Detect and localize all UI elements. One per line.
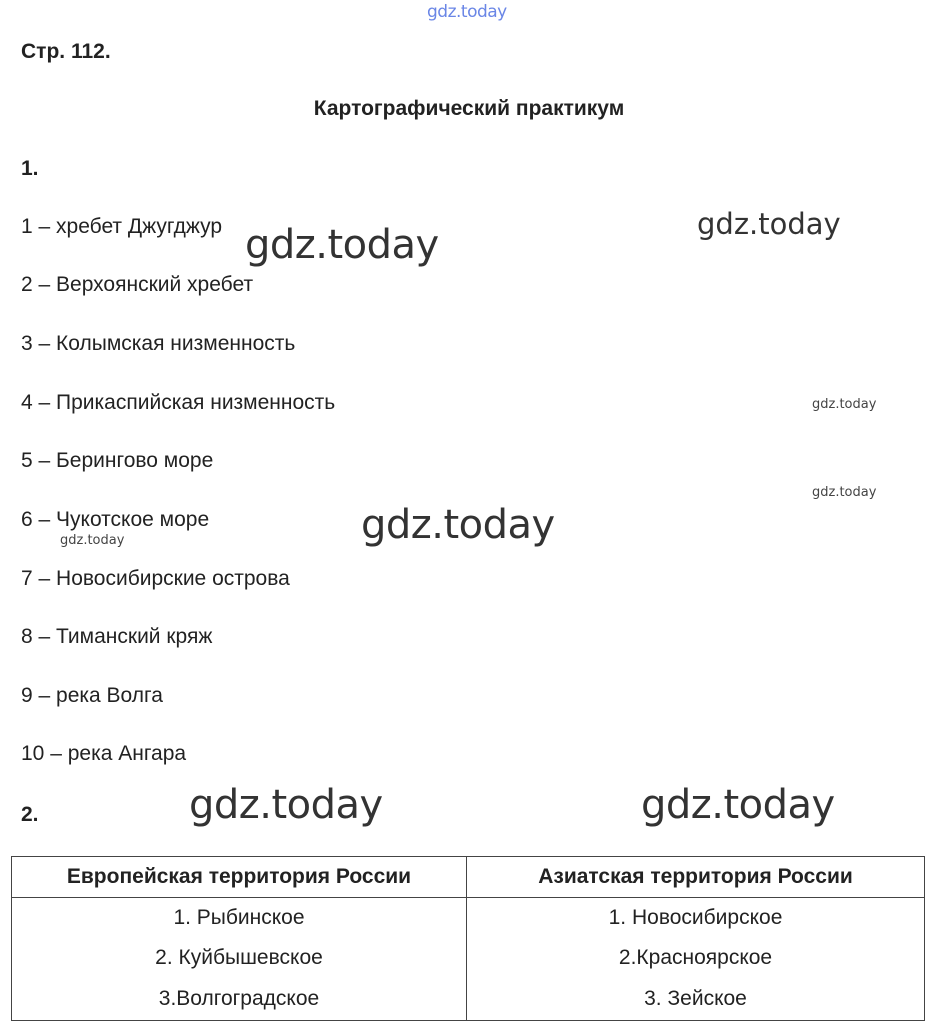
answer-item-9: 9 – река Волга bbox=[21, 684, 163, 707]
task-2-number: 2. bbox=[21, 803, 39, 826]
header-asian-territory: Азиатская территория России bbox=[467, 857, 925, 898]
table-cell: 1. Новосибирское bbox=[467, 898, 925, 939]
watermark-small-3: gdz.today bbox=[60, 533, 125, 548]
watermark-big-3: gdz.today bbox=[189, 782, 383, 828]
table-header-row bbox=[12, 857, 925, 898]
answer-item-7: 7 – Новосибирские острова bbox=[21, 567, 290, 590]
table-cell: 2.Красноярское bbox=[467, 938, 925, 978]
answer-item-8: 8 – Тиманский кряж bbox=[21, 625, 213, 648]
watermark-small-2: gdz.today bbox=[812, 485, 877, 500]
table-cell: 3. Зейское bbox=[467, 978, 925, 1021]
watermark-small-1: gdz.today bbox=[812, 397, 877, 412]
table-row bbox=[12, 938, 925, 978]
section-title: Картографический практикум bbox=[313, 97, 625, 120]
answer-item-10: 10 – река Ангара bbox=[21, 742, 187, 765]
table-row bbox=[12, 978, 925, 1021]
table-row bbox=[12, 898, 925, 939]
watermark-big-1: gdz.today bbox=[245, 222, 439, 268]
task-1-number: 1. bbox=[21, 157, 39, 180]
answer-item-6: 6 – Чукотское море bbox=[21, 508, 210, 531]
table-cell: 3.Волгоградское bbox=[12, 978, 467, 1021]
answer-item-5: 5 – Берингово море bbox=[21, 449, 214, 472]
watermark-big-2: gdz.today bbox=[361, 502, 555, 548]
table-cell: 2. Куйбышевское bbox=[12, 938, 467, 978]
answer-item-1: 1 – хребет Джугджур bbox=[21, 215, 223, 238]
reservoirs-table bbox=[11, 856, 925, 1021]
watermark-top: gdz.today bbox=[427, 2, 507, 22]
answer-item-2: 2 – Верхоянский хребет bbox=[21, 273, 254, 296]
answer-item-3: 3 – Колымская низменность bbox=[21, 332, 296, 355]
page-number-heading: Стр. 112. bbox=[21, 40, 111, 63]
watermark-big-4: gdz.today bbox=[641, 782, 835, 828]
watermark-medium-1: gdz.today bbox=[697, 207, 841, 241]
answer-item-4: 4 – Прикаспийская низменность bbox=[21, 391, 336, 414]
table-cell: 1. Рыбинское bbox=[12, 898, 467, 939]
header-european-territory: Европейская территория России bbox=[12, 857, 467, 898]
